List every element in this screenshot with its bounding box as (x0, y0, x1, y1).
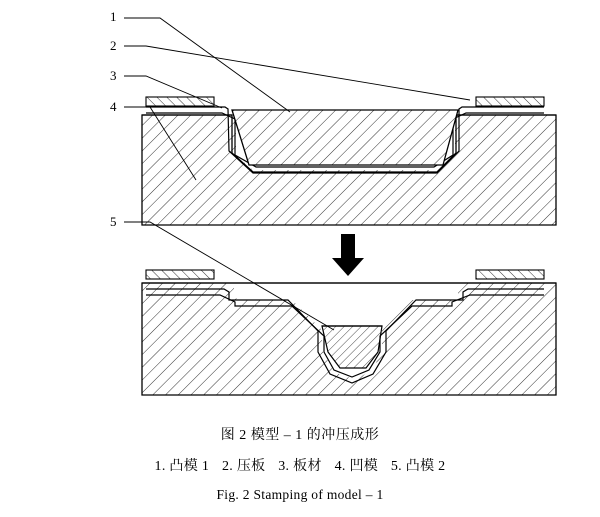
callout-label-3: 3 (110, 68, 117, 83)
legend-item-2: 2. 压板 (221, 459, 266, 474)
legend-item-5: 5. 凸模 2 (390, 459, 446, 474)
figure-caption-legend (0, 455, 600, 475)
legend-item-1: 1. 凸模 1 (154, 459, 210, 474)
callout-label-5: 5 (110, 214, 117, 229)
upper-blank-holder-right (476, 97, 544, 106)
upper-punch-1 (228, 106, 464, 170)
figure-caption-english: Fig. 2 Stamping of model – 1 (216, 487, 384, 502)
upper-blank-holder-left (146, 97, 214, 106)
figure-caption-title: 图 2 模型 – 1 的冲压成形 (220, 428, 380, 443)
legend-item-3: 3. 板材 (278, 459, 322, 474)
callout-label-2: 2 (110, 38, 117, 53)
legend-item-4: 4. 凹模 (334, 459, 379, 474)
callout-label-4: 4 (110, 99, 117, 114)
down-arrow-icon (332, 234, 364, 276)
lower-blank-holder-right (476, 270, 544, 279)
callout-label-1: 1 (110, 9, 117, 24)
lower-blank-holder-left (146, 270, 214, 279)
